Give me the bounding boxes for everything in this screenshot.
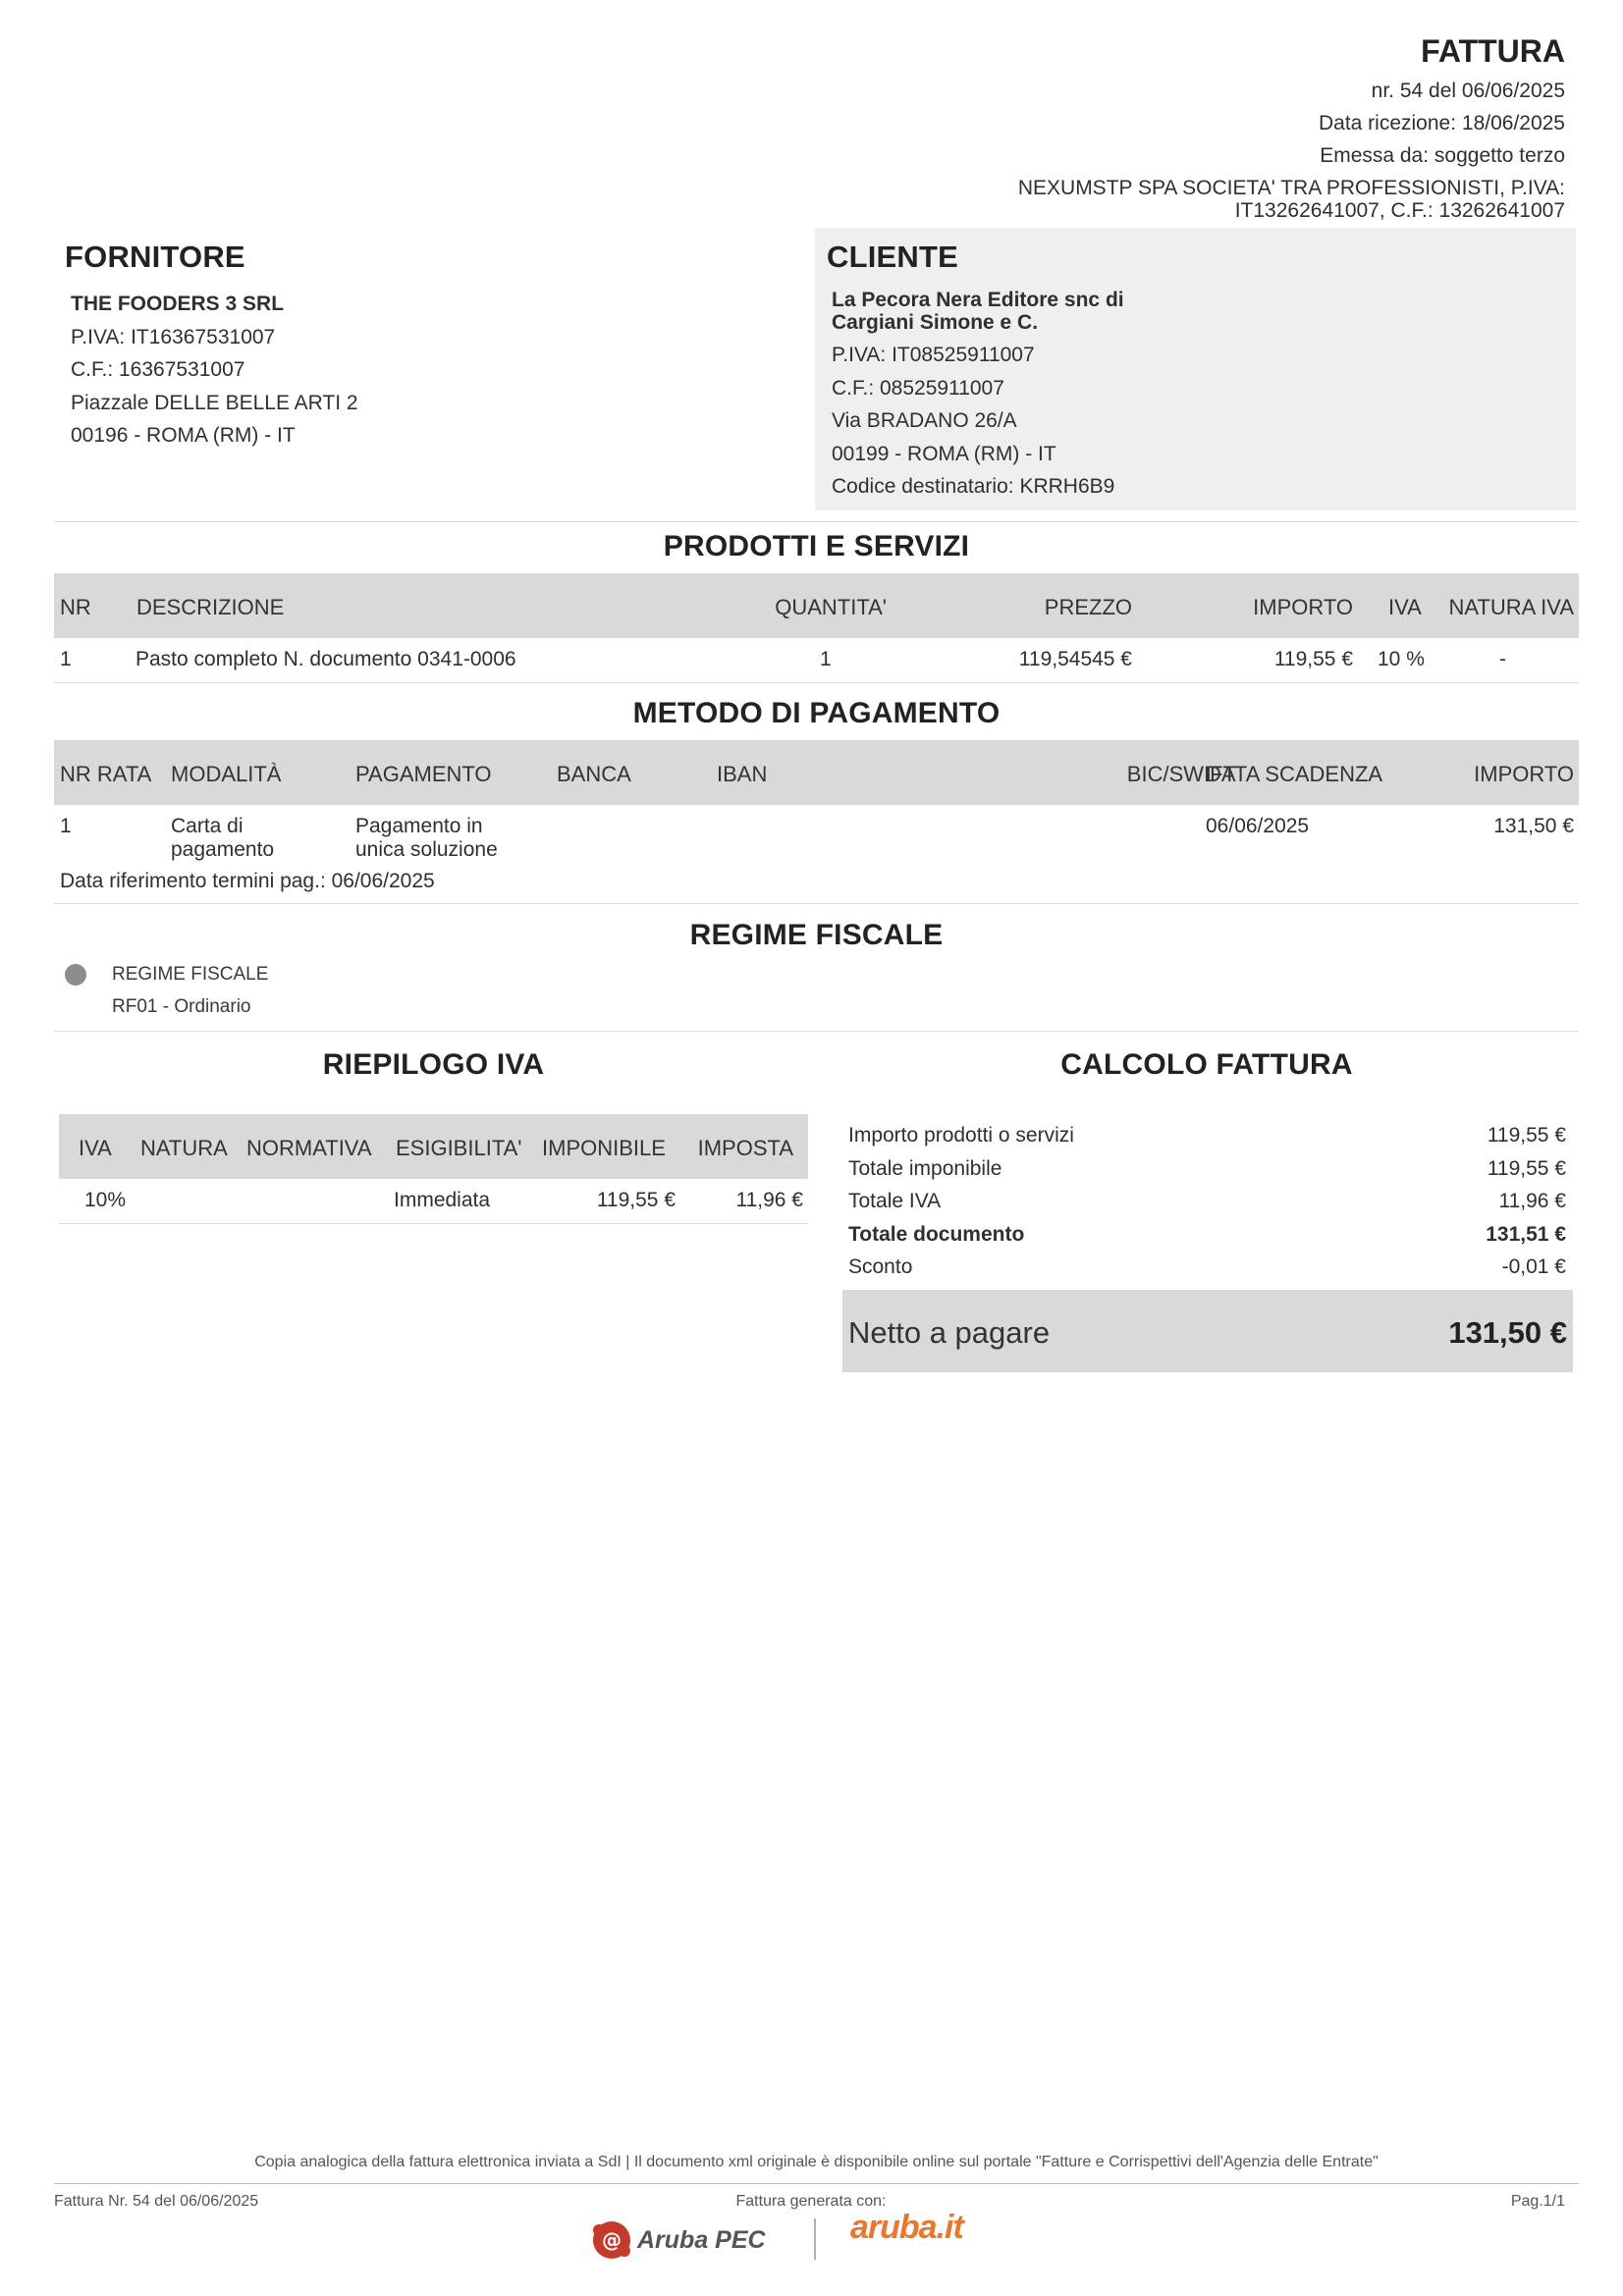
divider	[54, 2183, 1579, 2184]
table-row	[54, 638, 1579, 682]
supplier-block	[65, 240, 791, 453]
aruba-pec-logo	[590, 2218, 786, 2262]
calc-label: Totale IVA	[848, 1190, 942, 1212]
row-vat-nature: -	[1499, 648, 1506, 670]
footer-generated-with: Fattura generata con:	[735, 2193, 887, 2210]
calc-line	[848, 1252, 1566, 1285]
customer-address: Via BRADANO 26/A	[832, 409, 1017, 432]
col-price: PREZZO	[1044, 595, 1132, 619]
aruba-pec-text: Aruba PEC	[637, 2226, 766, 2254]
supplier-title: FORNITORE	[65, 240, 245, 274]
calc-line	[848, 1186, 1566, 1219]
pay-mode	[171, 815, 274, 862]
calc-label: Importo prodotti o servizi	[848, 1124, 1074, 1147]
divider	[59, 1223, 808, 1224]
customer-city: 00199 - ROMA (RM) - IT	[832, 442, 1056, 465]
table-row	[54, 805, 1579, 872]
col-normative: NORMATIVA	[246, 1136, 372, 1160]
divider	[54, 1031, 1579, 1032]
pay-method	[355, 815, 498, 862]
col-description: DESCRIZIONE	[136, 595, 285, 619]
pay-due-date: 06/06/2025	[1206, 815, 1310, 837]
invoice-number: nr. 54 del 06/06/2025	[1371, 80, 1565, 102]
row-quantity: 1	[820, 648, 832, 670]
payment-reference-date: Data riferimento termini pag.: 06/06/2025	[60, 870, 435, 892]
vat-rate: 10%	[84, 1189, 127, 1211]
footer-invoice-ref: Fattura Nr. 54 del 06/06/2025	[54, 2193, 259, 2210]
products-title: PRODOTTI E SERVIZI	[663, 530, 970, 562]
vat-summary-header	[59, 1114, 808, 1179]
col-nr-rata: NR RATA	[60, 762, 152, 786]
col-tax: IMPOSTA	[697, 1136, 793, 1160]
supplier-city: 00196 - ROMA (RM) - IT	[71, 424, 296, 447]
customer-block	[815, 228, 1576, 510]
calc-value: 131,51 €	[1486, 1222, 1566, 1246]
issued-by: Emessa da: soggetto terzo	[1320, 144, 1565, 167]
aruba-it-logo: aruba.it	[850, 2209, 963, 2246]
vat-taxable: 119,55 €	[596, 1189, 676, 1211]
calc-value: 11,96 €	[1498, 1190, 1566, 1212]
third-party-line-2: IT13262641007, C.F.: 13262641007	[1234, 199, 1565, 222]
net-to-pay-label: Netto a pagare	[848, 1315, 1051, 1350]
col-due-date: DATA SCADENZA	[1206, 762, 1383, 786]
table-row	[59, 1179, 808, 1223]
col-amount: IMPORTO	[1253, 595, 1353, 619]
logo-separator	[814, 2218, 816, 2260]
footer-page-number: Pag.1/1	[1510, 2193, 1565, 2210]
payment-header	[54, 740, 1579, 805]
invoice-title: FATTURA	[1421, 33, 1565, 69]
col-payment: PAGAMENTO	[355, 762, 492, 786]
svg-text:@: @	[602, 2228, 622, 2252]
products-header	[54, 573, 1579, 638]
net-to-pay-value: 131,50 €	[1448, 1315, 1567, 1350]
row-nr: 1	[60, 648, 72, 670]
supplier-address: Piazzale DELLE BELLE ARTI 2	[71, 391, 358, 414]
vat-summary-title: RIEPILOGO IVA	[322, 1048, 545, 1081]
pay-nr-rata: 1	[60, 815, 72, 837]
divider	[54, 521, 1579, 522]
pay-mode-line-1: Carta di	[171, 815, 243, 837]
aruba-pec-seal-icon	[590, 2218, 633, 2262]
calc-label: Totale imponibile	[848, 1156, 1002, 1180]
third-party-line-1: NEXUMSTP SPA SOCIETA' TRA PROFESSIONISTI, P.IVA:	[1017, 177, 1565, 199]
supplier-tax-code: C.F.: 16367531007	[71, 358, 245, 381]
col-mode: MODALITÀ	[171, 762, 282, 786]
col-vat-nature: NATURA IVA	[1448, 595, 1574, 619]
col-nature: NATURA	[140, 1136, 228, 1160]
customer-title: CLIENTE	[827, 240, 959, 274]
calc-label: Sconto	[848, 1255, 913, 1278]
pay-method-line-1: Pagamento in	[355, 815, 483, 837]
col-pay-amount: IMPORTO	[1474, 762, 1574, 786]
calc-line	[848, 1153, 1566, 1187]
calc-line-total	[848, 1219, 1566, 1253]
divider	[54, 682, 1579, 683]
fiscal-regime-label: REGIME FISCALE	[112, 964, 269, 985]
invoice-calc-lines	[848, 1120, 1566, 1285]
net-to-pay-box	[842, 1290, 1573, 1372]
bullet-icon	[65, 964, 86, 986]
supplier-vat: P.IVA: IT16367531007	[71, 325, 276, 348]
calc-value: 119,55 €	[1487, 1156, 1566, 1180]
col-quantity: QUANTITA'	[775, 595, 887, 619]
row-description: Pasto completo N. documento 0341-0006	[135, 648, 516, 670]
calc-value: -0,01 €	[1501, 1255, 1566, 1278]
row-vat: 10 %	[1378, 648, 1425, 670]
fiscal-regime-title: REGIME FISCALE	[689, 919, 944, 951]
customer-tax-code: C.F.: 08525911007	[832, 376, 1004, 400]
pay-amount: 131,50 €	[1493, 815, 1574, 837]
col-nr: NR	[60, 595, 91, 619]
payment-title: METODO DI PAGAMENTO	[632, 697, 1001, 729]
row-price: 119,54545 €	[1018, 648, 1132, 670]
divider	[54, 903, 1579, 904]
col-bank: BANCA	[557, 762, 631, 786]
customer-name-line-1: La Pecora Nera Editore snc di	[832, 289, 1124, 311]
supplier-name: THE FOODERS 3 SRL	[71, 293, 285, 315]
col-vat: IVA	[1388, 595, 1422, 619]
invoice-calc-title: CALCOLO FATTURA	[1060, 1048, 1353, 1081]
customer-name	[832, 289, 1124, 334]
row-amount: 119,55 €	[1273, 648, 1353, 670]
calc-line	[848, 1120, 1566, 1153]
fiscal-regime-value: RF01 - Ordinario	[112, 996, 251, 1017]
calc-value: 119,55 €	[1487, 1124, 1566, 1147]
vat-tax: 11,96 €	[735, 1189, 803, 1211]
calc-label: Totale documento	[848, 1222, 1025, 1246]
receipt-date: Data ricezione: 18/06/2025	[1318, 112, 1565, 134]
vat-chargeability: Immediata	[394, 1189, 491, 1211]
customer-name-line-2: Cargiani Simone e C.	[832, 311, 1039, 334]
customer-recipient-code: Codice destinatario: KRRH6B9	[832, 475, 1115, 498]
third-party-issuer	[1018, 177, 1565, 222]
col-vat-rate: IVA	[79, 1136, 112, 1160]
customer-vat: P.IVA: IT08525911007	[832, 344, 1035, 366]
footer-note: Copia analogica della fattura elettronica inviata a SdI | Il documento xml originale è disponibile online sul portale "Fatture e Corrispettivi dell'Agenzia delle Entrate"	[254, 2154, 1379, 2170]
col-taxable: IMPONIBILE	[542, 1136, 666, 1160]
pay-method-line-2: unica soluzione	[355, 838, 498, 861]
col-bic: BIC/SWIFT	[1126, 762, 1236, 786]
pay-mode-line-2: pagamento	[171, 838, 275, 861]
col-chargeability: ESIGIBILITA'	[396, 1136, 522, 1160]
col-iban: IBAN	[717, 762, 768, 786]
